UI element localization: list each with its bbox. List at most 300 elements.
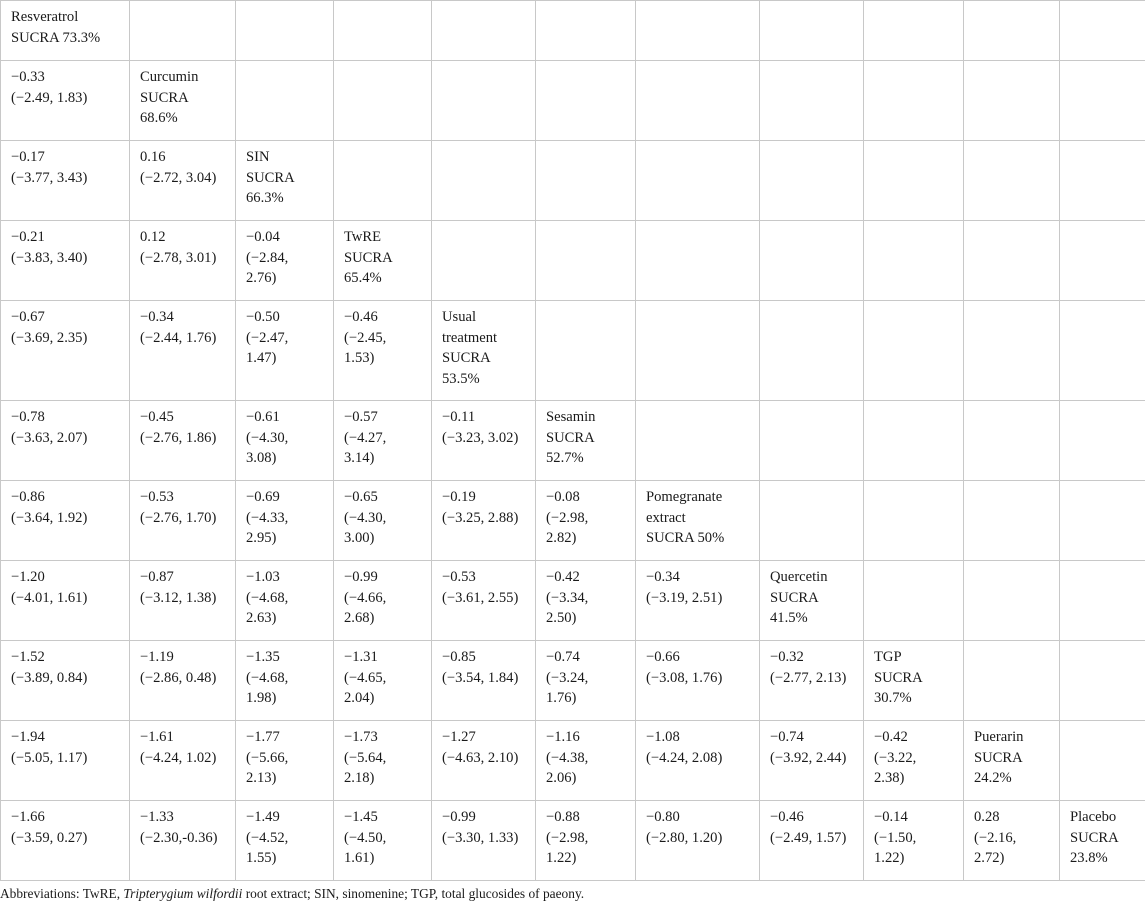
cell-text-line: 2.76): [246, 270, 277, 286]
comparison-cell: [236, 301, 334, 401]
cell-text-line: (−3.92, 2.44): [770, 749, 847, 766]
comparison-cell: [1, 301, 130, 401]
comparison-cell: [236, 801, 334, 881]
cell-text-line: (−4.65,: [344, 669, 387, 686]
cell-text-line: −0.87: [140, 569, 174, 585]
cell-text-line: −1.45: [344, 809, 378, 825]
comparison-cell: [130, 481, 236, 561]
cell-text-line: −1.16: [546, 729, 580, 745]
cell-text-line: (−3.25, 2.88): [442, 509, 519, 526]
empty-cell: [334, 141, 432, 221]
cell-text-line: TwRE: [344, 229, 382, 245]
empty-cell: [964, 641, 1060, 721]
comparison-cell: [432, 401, 536, 481]
comparison-cell: [334, 401, 432, 481]
comparison-cell: [1, 141, 130, 221]
cell-text-line: SUCRA: [442, 350, 491, 366]
cell-text-line: −1.33: [140, 809, 174, 825]
comparison-cell: [1, 641, 130, 721]
cell-text-line: 0.28: [974, 809, 1000, 825]
empty-cell: [636, 301, 760, 401]
cell-text-line: −1.03: [246, 569, 280, 585]
cell-text-line: −1.19: [140, 649, 174, 665]
abbreviations-footnote: [0, 885, 584, 903]
cell-text-line: 3.14): [344, 450, 375, 466]
cell-text-line: −1.52: [11, 649, 45, 665]
cell-text-line: (−4.24, 2.08): [646, 749, 723, 766]
comparison-cell: [334, 561, 432, 641]
empty-cell: [1060, 1, 1145, 61]
cell-text-line: −1.31: [344, 649, 378, 665]
cell-text-line: 68.6%: [140, 110, 178, 126]
comparison-cell: [864, 801, 964, 881]
cell-text-line: 24.2%: [974, 770, 1012, 786]
treatment-header-cell: [536, 401, 636, 481]
empty-cell: [1060, 481, 1145, 561]
cell-text-line: −0.50: [246, 309, 280, 325]
comparison-cell: [536, 481, 636, 561]
cell-text-line: −0.32: [770, 649, 804, 665]
cell-text-line: −0.67: [11, 309, 45, 325]
cell-text-line: (−3.83, 3.40): [11, 249, 88, 266]
empty-cell: [130, 1, 236, 61]
cell-text-line: Quercetin: [770, 569, 828, 585]
cell-text-line: (−3.69, 2.35): [11, 329, 88, 346]
empty-cell: [760, 1, 864, 61]
empty-cell: [536, 301, 636, 401]
cell-text-line: (−2.78, 3.01): [140, 249, 217, 266]
comparison-cell: [1, 801, 130, 881]
cell-text-line: 2.72): [974, 850, 1005, 866]
treatment-header-cell: [760, 561, 864, 641]
cell-text-line: (−5.66,: [246, 749, 289, 766]
cell-text-line: (−4.68,: [246, 589, 289, 606]
cell-text-line: 65.4%: [344, 270, 382, 286]
comparison-cell: [130, 301, 236, 401]
empty-cell: [432, 221, 536, 301]
empty-cell: [334, 1, 432, 61]
cell-text-line: (−3.63, 2.07): [11, 429, 88, 446]
cell-text-line: −1.08: [646, 729, 680, 745]
comparison-cell: [334, 641, 432, 721]
empty-cell: [964, 221, 1060, 301]
empty-cell: [864, 301, 964, 401]
cell-text-line: (−4.50,: [344, 829, 387, 846]
cell-text-line: (−2.49, 1.57): [770, 829, 847, 846]
comparison-cell: [334, 721, 432, 801]
table-row: [1, 221, 1145, 301]
cell-text-line: (−4.27,: [344, 429, 387, 446]
cell-text-line: 2.38): [874, 770, 905, 786]
comparison-cell: [236, 401, 334, 481]
empty-cell: [536, 61, 636, 141]
cell-text-line: (−4.33,: [246, 509, 289, 526]
footnote-italic-species: Tripterygium wilfordii: [123, 886, 243, 901]
cell-text-line: 0.12: [140, 229, 166, 245]
empty-cell: [432, 141, 536, 221]
cell-text-line: −0.21: [11, 229, 45, 245]
cell-text-line: (−4.66,: [344, 589, 387, 606]
comparison-cell: [236, 721, 334, 801]
empty-cell: [760, 481, 864, 561]
cell-text-line: extract: [646, 509, 686, 526]
cell-text-line: −0.42: [874, 729, 908, 745]
cell-text-line: −0.42: [546, 569, 580, 585]
cell-text-line: SUCRA: [246, 169, 295, 186]
cell-text-line: SUCRA: [1070, 829, 1119, 846]
cell-text-line: Curcumin: [140, 69, 199, 85]
cell-text-line: (−2.80, 1.20): [646, 829, 723, 846]
comparison-cell: [1, 221, 130, 301]
empty-cell: [964, 561, 1060, 641]
empty-cell: [1060, 561, 1145, 641]
comparison-cell: [130, 561, 236, 641]
empty-cell: [964, 1, 1060, 61]
comparison-cell: [636, 721, 760, 801]
cell-text-line: −1.35: [246, 649, 280, 665]
comparison-cell: [536, 801, 636, 881]
cell-text-line: Placebo: [1070, 809, 1117, 825]
empty-cell: [1060, 401, 1145, 481]
table-row: [1, 561, 1145, 641]
comparison-cell: [130, 721, 236, 801]
cell-text-line: (−2.84,: [246, 249, 289, 266]
comparison-cell: [130, 401, 236, 481]
empty-cell: [964, 61, 1060, 141]
treatment-header-cell: [864, 641, 964, 721]
cell-text-line: SUCRA: [546, 429, 595, 446]
empty-cell: [864, 1, 964, 61]
comparison-cell: [432, 641, 536, 721]
cell-text-line: (−2.72, 3.04): [140, 169, 217, 186]
comparison-cell: [636, 641, 760, 721]
cell-text-line: −0.34: [646, 569, 680, 585]
cell-text-line: 2.50): [546, 610, 577, 626]
treatment-header-cell: [1, 1, 130, 61]
empty-cell: [964, 141, 1060, 221]
comparison-cell: [334, 481, 432, 561]
cell-text-line: 2.82): [546, 530, 577, 546]
empty-cell: [964, 401, 1060, 481]
cell-text-line: (−2.47,: [246, 329, 289, 346]
comparison-cell: [432, 481, 536, 561]
empty-cell: [1060, 221, 1145, 301]
cell-text-line: 1.53): [344, 350, 375, 366]
cell-text-line: 2.13): [246, 770, 277, 786]
cell-text-line: Pomegranate: [646, 489, 723, 505]
empty-cell: [236, 61, 334, 141]
cell-text-line: −0.14: [874, 809, 908, 825]
footnote-prefix: Abbreviations: TwRE,: [0, 886, 124, 901]
table-row: [1, 481, 1145, 561]
empty-cell: [536, 221, 636, 301]
cell-text-line: (−3.64, 1.92): [11, 509, 88, 526]
empty-cell: [864, 61, 964, 141]
empty-cell: [636, 221, 760, 301]
cell-text-line: (−3.22,: [874, 749, 917, 766]
cell-text-line: (−3.30, 1.33): [442, 829, 519, 846]
cell-text-line: TGP: [874, 649, 902, 665]
table-row: [1, 641, 1145, 721]
cell-text-line: SUCRA: [140, 89, 189, 106]
cell-text-line: 3.00): [344, 530, 375, 546]
treatment-header-cell: [236, 141, 334, 221]
empty-cell: [1060, 721, 1145, 801]
cell-text-line: treatment: [442, 329, 498, 346]
cell-text-line: (−1.50,: [874, 829, 917, 846]
comparison-cell: [130, 641, 236, 721]
table-row: [1, 801, 1145, 881]
cell-text-line: −0.11: [442, 409, 476, 425]
cell-text-line: 1.55): [246, 850, 277, 866]
cell-text-line: −0.99: [442, 809, 476, 825]
empty-cell: [864, 561, 964, 641]
empty-cell: [432, 61, 536, 141]
comparison-cell: [864, 721, 964, 801]
cell-text-line: −0.57: [344, 409, 378, 425]
cell-text-line: (−2.16,: [974, 829, 1017, 846]
cell-text-line: (−4.38,: [546, 749, 589, 766]
cell-text-line: (−3.24,: [546, 669, 589, 686]
cell-text-line: −1.94: [11, 729, 45, 745]
cell-text-line: −0.04: [246, 229, 280, 245]
cell-text-line: −0.33: [11, 69, 45, 85]
treatment-header-cell: [1060, 801, 1145, 881]
comparison-cell: [1, 401, 130, 481]
comparison-cell: [760, 801, 864, 881]
treatment-header-cell: [636, 481, 760, 561]
empty-cell: [760, 61, 864, 141]
comparison-cell: [236, 561, 334, 641]
empty-cell: [760, 141, 864, 221]
empty-cell: [536, 141, 636, 221]
cell-text-line: (−2.77, 2.13): [770, 669, 847, 686]
table-row: [1, 721, 1145, 801]
cell-text-line: −0.74: [770, 729, 804, 745]
cell-text-line: (−2.44, 1.76): [140, 329, 217, 346]
cell-text-line: −0.86: [11, 489, 45, 505]
cell-text-line: −0.46: [770, 809, 804, 825]
comparison-cell: [130, 221, 236, 301]
treatment-header-cell: [964, 721, 1060, 801]
cell-text-line: (−4.30,: [246, 429, 289, 446]
cell-text-line: −1.27: [442, 729, 476, 745]
comparison-cell: [760, 721, 864, 801]
cell-text-line: (−2.98,: [546, 509, 589, 526]
empty-cell: [334, 61, 432, 141]
cell-text-line: 41.5%: [770, 610, 808, 626]
table-row: [1, 301, 1145, 401]
comparison-cell: [432, 721, 536, 801]
empty-cell: [760, 221, 864, 301]
cell-text-line: SUCRA: [344, 249, 393, 266]
cell-text-line: (−3.89, 0.84): [11, 669, 88, 686]
empty-cell: [864, 401, 964, 481]
cell-text-line: (−2.76, 1.86): [140, 429, 217, 446]
cell-text-line: −1.49: [246, 809, 280, 825]
cell-text-line: −0.80: [646, 809, 680, 825]
cell-text-line: 1.76): [546, 690, 577, 706]
cell-text-line: (−3.34,: [546, 589, 589, 606]
cell-text-line: SUCRA 73.3%: [11, 29, 101, 46]
cell-text-line: −1.77: [246, 729, 280, 745]
empty-cell: [236, 1, 334, 61]
cell-text-line: 1.98): [246, 690, 277, 706]
empty-cell: [636, 1, 760, 61]
cell-text-line: (−3.59, 0.27): [11, 829, 88, 846]
cell-text-line: 0.16: [140, 149, 166, 165]
cell-text-line: 2.95): [246, 530, 277, 546]
cell-text-line: Usual: [442, 309, 477, 325]
cell-text-line: (−4.01, 1.61): [11, 589, 88, 606]
comparison-cell: [636, 561, 760, 641]
cell-text-line: −0.17: [11, 149, 45, 165]
comparison-cell: [236, 641, 334, 721]
cell-text-line: −1.73: [344, 729, 378, 745]
table-row: [1, 141, 1145, 221]
cell-text-line: SUCRA: [770, 589, 819, 606]
cell-text-line: 2.06): [546, 770, 577, 786]
league-table-body: [1, 1, 1145, 881]
cell-text-line: −0.46: [344, 309, 378, 325]
empty-cell: [760, 401, 864, 481]
comparison-cell: [536, 721, 636, 801]
cell-text-line: −0.19: [442, 489, 476, 505]
comparison-cell: [130, 801, 236, 881]
cell-text-line: −0.66: [646, 649, 680, 665]
empty-cell: [1060, 61, 1145, 141]
treatment-header-cell: [334, 221, 432, 301]
comparison-cell: [536, 561, 636, 641]
cell-text-line: −0.45: [140, 409, 174, 425]
cell-text-line: 1.61): [344, 850, 375, 866]
comparison-cell: [432, 801, 536, 881]
comparison-cell: [1, 61, 130, 141]
cell-text-line: (−3.77, 3.43): [11, 169, 88, 186]
cell-text-line: (−3.19, 2.51): [646, 589, 723, 606]
comparison-cell: [236, 221, 334, 301]
treatment-header-cell: [130, 61, 236, 141]
comparison-cell: [760, 641, 864, 721]
cell-text-line: −1.20: [11, 569, 45, 585]
cell-text-line: (−5.64,: [344, 749, 387, 766]
cell-text-line: (−5.05, 1.17): [11, 749, 88, 766]
cell-text-line: 3.08): [246, 450, 277, 466]
cell-text-line: 2.63): [246, 610, 277, 626]
empty-cell: [864, 221, 964, 301]
cell-text-line: SUCRA: [974, 749, 1023, 766]
table-row: [1, 61, 1145, 141]
cell-text-line: (−4.24, 1.02): [140, 749, 217, 766]
cell-text-line: 1.47): [246, 350, 277, 366]
empty-cell: [636, 61, 760, 141]
comparison-cell: [432, 561, 536, 641]
comparison-cell: [236, 481, 334, 561]
comparison-cell: [1, 721, 130, 801]
comparison-cell: [1, 481, 130, 561]
comparison-cell: [964, 801, 1060, 881]
comparison-cell: [1, 561, 130, 641]
cell-text-line: 30.7%: [874, 690, 912, 706]
treatment-header-cell: [432, 301, 536, 401]
cell-text-line: SIN: [246, 149, 270, 165]
empty-cell: [432, 1, 536, 61]
cell-text-line: (−2.98,: [546, 829, 589, 846]
cell-text-line: (−4.30,: [344, 509, 387, 526]
cell-text-line: (−4.68,: [246, 669, 289, 686]
cell-text-line: −1.61: [140, 729, 174, 745]
empty-cell: [636, 141, 760, 221]
cell-text-line: −0.53: [140, 489, 174, 505]
cell-text-line: 52.7%: [546, 450, 584, 466]
empty-cell: [964, 481, 1060, 561]
cell-text-line: −1.66: [11, 809, 45, 825]
cell-text-line: (−2.45,: [344, 329, 387, 346]
cell-text-line: (−3.12, 1.38): [140, 589, 217, 606]
cell-text-line: −0.69: [246, 489, 280, 505]
cell-text-line: 1.22): [546, 850, 577, 866]
cell-text-line: −0.99: [344, 569, 378, 585]
cell-text-line: −0.65: [344, 489, 378, 505]
cell-text-line: 2.04): [344, 690, 375, 706]
cell-text-line: (−2.30,-0.36): [140, 829, 218, 846]
comparison-cell: [334, 801, 432, 881]
cell-text-line: SUCRA: [874, 669, 923, 686]
empty-cell: [1060, 141, 1145, 221]
empty-cell: [760, 301, 864, 401]
footnote-suffix: root extract; SIN, sinomenine; TGP, total glucosides of paeony.: [242, 886, 585, 901]
empty-cell: [636, 401, 760, 481]
comparison-cell: [636, 801, 760, 881]
comparison-cell: [536, 641, 636, 721]
table-row: [1, 1, 1145, 61]
cell-text-line: −0.78: [11, 409, 45, 425]
cell-text-line: (−3.61, 2.55): [442, 589, 519, 606]
cell-text-line: (−3.23, 3.02): [442, 429, 519, 446]
empty-cell: [864, 141, 964, 221]
table-row: [1, 401, 1145, 481]
cell-text-line: (−3.54, 1.84): [442, 669, 519, 686]
cell-text-line: Sesamin: [546, 409, 596, 425]
cell-text-line: −0.74: [546, 649, 580, 665]
cell-text-line: 23.8%: [1070, 850, 1108, 866]
cell-text-line: 2.18): [344, 770, 375, 786]
cell-text-line: 53.5%: [442, 370, 480, 387]
empty-cell: [1060, 301, 1145, 401]
empty-cell: [536, 1, 636, 61]
comparison-cell: [334, 301, 432, 401]
cell-text-line: −0.61: [246, 409, 280, 425]
cell-text-line: (−4.63, 2.10): [442, 749, 519, 766]
cell-text-line: −0.85: [442, 649, 476, 665]
cell-text-line: −0.88: [546, 809, 580, 825]
cell-text-line: (−2.49, 1.83): [11, 89, 88, 106]
cell-text-line: 1.22): [874, 850, 905, 866]
cell-text-line: Puerarin: [974, 729, 1024, 745]
empty-cell: [964, 301, 1060, 401]
cell-text-line: (−2.86, 0.48): [140, 669, 217, 686]
cell-text-line: (−2.76, 1.70): [140, 509, 217, 526]
cell-text-line: (−3.08, 1.76): [646, 669, 723, 686]
cell-text-line: −0.53: [442, 569, 476, 585]
cell-text-line: 2.68): [344, 610, 375, 626]
cell-text-line: −0.08: [546, 489, 580, 505]
cell-text-line: Resveratrol: [11, 9, 79, 25]
cell-text-line: −0.34: [140, 309, 174, 325]
empty-cell: [864, 481, 964, 561]
comparison-cell: [130, 141, 236, 221]
cell-text-line: SUCRA 50%: [646, 530, 725, 546]
